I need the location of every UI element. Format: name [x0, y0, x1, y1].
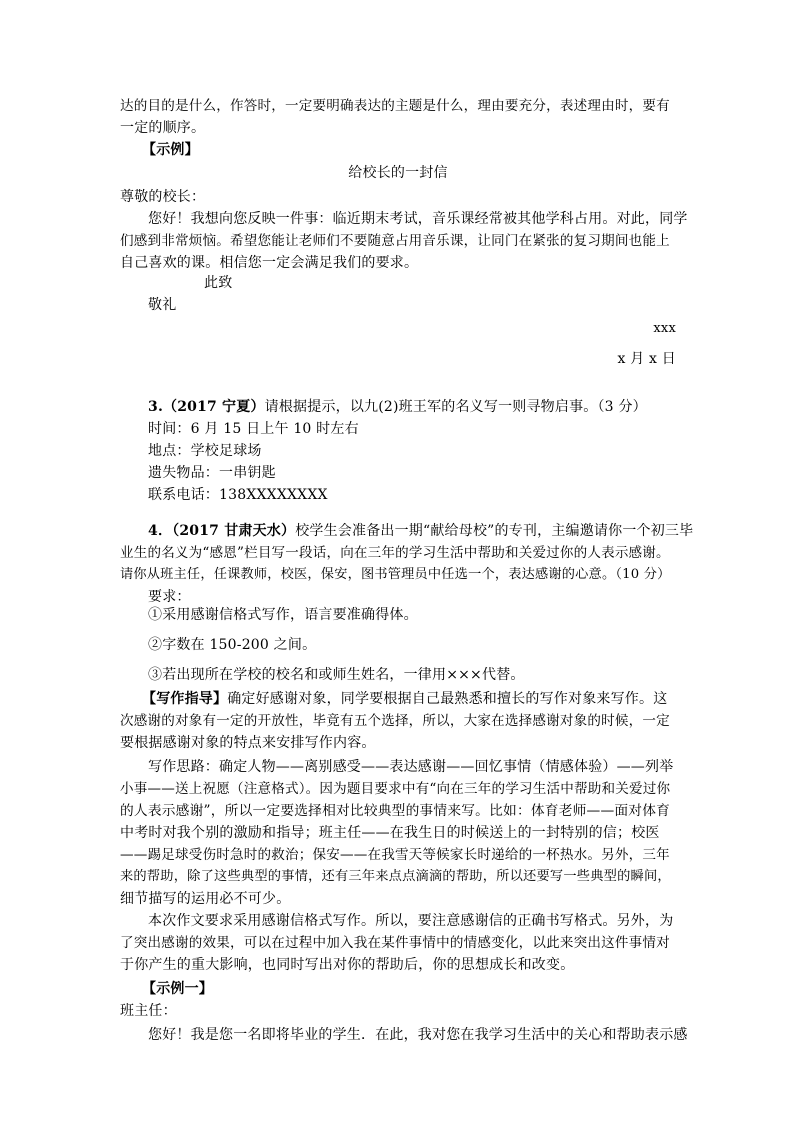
letter-signature: xxx	[653, 321, 676, 336]
example-one-heading: 【示例一】	[142, 981, 213, 997]
text-line: 联系电话：138XXXXXXXX	[148, 487, 328, 503]
letter-body-line: 自己喜欢的课。相信您一定会满足我们的要求。	[120, 255, 419, 271]
letter-body-line: 您好！我想向您反映一件事：临近期末考试，音乐课经常被其他学科占用。对此，同学	[148, 211, 688, 227]
letter-salutation: 班主任：	[120, 1003, 177, 1019]
question-4	[148, 520, 704, 542]
letter-date: x 月 x 日	[617, 351, 676, 367]
text-line: 来的帮助，除了这些典型的事情，还有三年来点点滴滴的帮助，所以还要写一些典型的瞬间，	[120, 869, 671, 884]
text-line: 小事——送上祝愿（注意格式）。因为题目要求中有“向在三年的学习生活中帮助和关爱过你	[120, 781, 671, 797]
question-source: （2017 宁夏）	[163, 399, 265, 415]
question-number: 3.	[148, 399, 164, 415]
text-line: 于你产生的重大影响，也同时写出对你的帮助后，你的思想成长和改变。	[120, 957, 575, 973]
text-line: 一定的顺序。	[120, 120, 206, 136]
text-line: 次感谢的对象有一定的开放性，毕竟有五个选择，所以，大家在选择感谢对象的时候，一定	[120, 713, 670, 729]
question-text: 请根据提示，以九(2)班王军的名义写一则寻物启事。（3 分）	[264, 399, 647, 415]
writing-guide	[142, 688, 698, 710]
text-line: 要根据感谢对象的特点来安排写作内容。	[120, 735, 376, 751]
requirement-item: ②字数在 150-200 之间。	[148, 637, 317, 653]
letter-salutation: 尊敬的校长：	[120, 189, 206, 205]
text-line: 要求：	[148, 589, 191, 605]
question-number: 4．	[148, 523, 173, 539]
text-line: 本次作文要求采用感谢信格式写作。所以，要注意感谢信的正确书写格式。另外，为	[148, 913, 674, 929]
text-line: 了突出感谢的效果，可以在过程中加入我在某件事情中的情感变化，以此来突出这件事情对	[120, 935, 670, 951]
text-line: 细节描写的运用必不可少。	[120, 891, 291, 907]
letter-closing: 此致	[204, 275, 233, 291]
text-line: 中考时对我个别的激励和指导；班主任——在我生日的时候送上的一封特别的信；校医	[120, 825, 660, 841]
requirement-item: ①采用感谢信格式写作，语言要准确得体。	[148, 607, 418, 623]
letter-body-line: 您好！我是您一名即将毕业的学生．在此，我对您在我学习生活中的关心和帮助表示感	[148, 1027, 688, 1043]
guide-text: 确定好感谢对象，同学要根据自己最熟悉和擅长的写作对象来写作。这	[227, 691, 668, 707]
question-source: （2017 甘肃天水）	[172, 523, 296, 539]
letter-title: 给校长的一封信	[348, 165, 448, 181]
text-line: ——踢足球受伤时急时的救治；保安——在我雪天等候家长时递给的一杯热水。另外，三年	[120, 847, 670, 863]
question-3	[148, 396, 704, 418]
example-heading: 【示例】	[142, 142, 199, 158]
requirement-item: ③若出现所在学校的校名和或师生姓名，一律用×××代替。	[148, 667, 525, 683]
text-line: 业生的名义为“感恩”栏目写一段话，向在三年的学习生活中帮助和关爱过你的人表示感谢。	[120, 545, 670, 561]
text-line: 达的目的是什么，作答时，一定要明确表达的主题是什么，理由要充分，表述理由时，要有	[120, 98, 670, 114]
letter-closing: 敬礼	[148, 297, 177, 313]
text-line: 遗失物品：一串钥匙	[148, 465, 276, 481]
text-line: 写作思路：确定人物——离别感受——表达感谢——回忆事情（情感体验）——列举	[148, 759, 674, 775]
text-line: 请你从班主任，任课教师，校医，保安，图书管理员中任选一个，表达感谢的心意。（10 分）	[120, 567, 671, 582]
text-line: 的人表示感谢”，所以一定要选择相对比较典型的事情来写。比如：体育老师——面对体育	[120, 803, 671, 819]
guide-tag: 【写作指导】	[142, 691, 228, 707]
text-line: 地点：学校足球场	[148, 443, 262, 459]
text-line: 时间：6 月 15 日上午 10 时左右	[148, 421, 359, 437]
letter-body-line: 们感到非常烦恼。希望您能让老师们不要随意占用音乐课，让同门在紧张的复习期间也能上	[120, 233, 670, 249]
question-text: 校学生会准备出一期“献给母校”的专刊，主编邀请你一个初三毕	[295, 523, 694, 539]
